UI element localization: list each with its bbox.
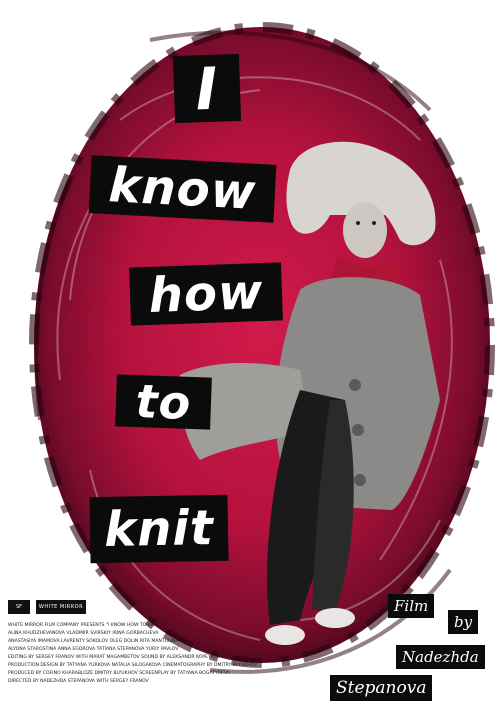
coat-button: [354, 474, 366, 486]
billing-line: EDITING BY SERGEY FRANOV WITH MARAT MAGAMBETOV SOUND BY ALEKSANDR KOPEYKIN: [8, 655, 219, 660]
white-mirror-logo: WHITE MIRROR: [36, 600, 86, 614]
title-word-i: I: [173, 54, 241, 123]
billing-line: ALINA KHUDZHEVANOVA VLADIMIR SVIRSKIY IRINA GORBACHEVA: [8, 631, 159, 636]
billing-line: PRODUCED BY COFINO KHARABLOZE DMITRY BLYUKHOV SCREENPLAY BY TATYANA BOGATYREVA: [8, 671, 230, 676]
title-word-how: how: [129, 262, 283, 325]
billing-line: DIRECTED BY NADEZHDA STEPANOVA WITH SERGEY FRANOV: [8, 679, 149, 684]
coat-button: [349, 379, 361, 391]
studio-logo-icon: SF: [8, 600, 30, 614]
doll-shoe: [265, 625, 305, 645]
billing-line: WHITE MIRROR FILM COMPANY PRESENTS "I KNOW HOW TO KNIT": [8, 623, 161, 628]
credit-film: Film: [388, 594, 434, 618]
studio-logos: [8, 600, 86, 614]
credit-director-last: Stepanova: [330, 675, 432, 701]
credit-director-first: Nadezhda: [396, 645, 485, 669]
credit-by: by: [448, 610, 478, 634]
doll-eye: [372, 221, 376, 225]
doll-face: [343, 202, 387, 258]
title-word-know: know: [89, 155, 277, 223]
title-word-knit: knit: [89, 495, 228, 563]
billing-line: ANASTASIYA IMAMOVA LAVRENTY SOKOLOV OLEG DOLIN RITA MANTULINA: [8, 639, 179, 644]
billing-line: PRODUCTION DESIGN BY TATYANA YURKOVA NATALIA SILOGAKOVA CINEMATOGRAPHY BY DMITRY BLYUKHOV: [8, 663, 258, 668]
doll-shoe: [315, 608, 355, 628]
title-word-to: to: [115, 374, 212, 429]
billing-block: [8, 622, 258, 686]
doll-eye: [356, 221, 360, 225]
coat-button: [352, 424, 364, 436]
billing-line: ALYONA STAROSTINA ANNA EGOROVA TATIANA STEPANOVA YURIY PAVLOV: [8, 647, 179, 652]
